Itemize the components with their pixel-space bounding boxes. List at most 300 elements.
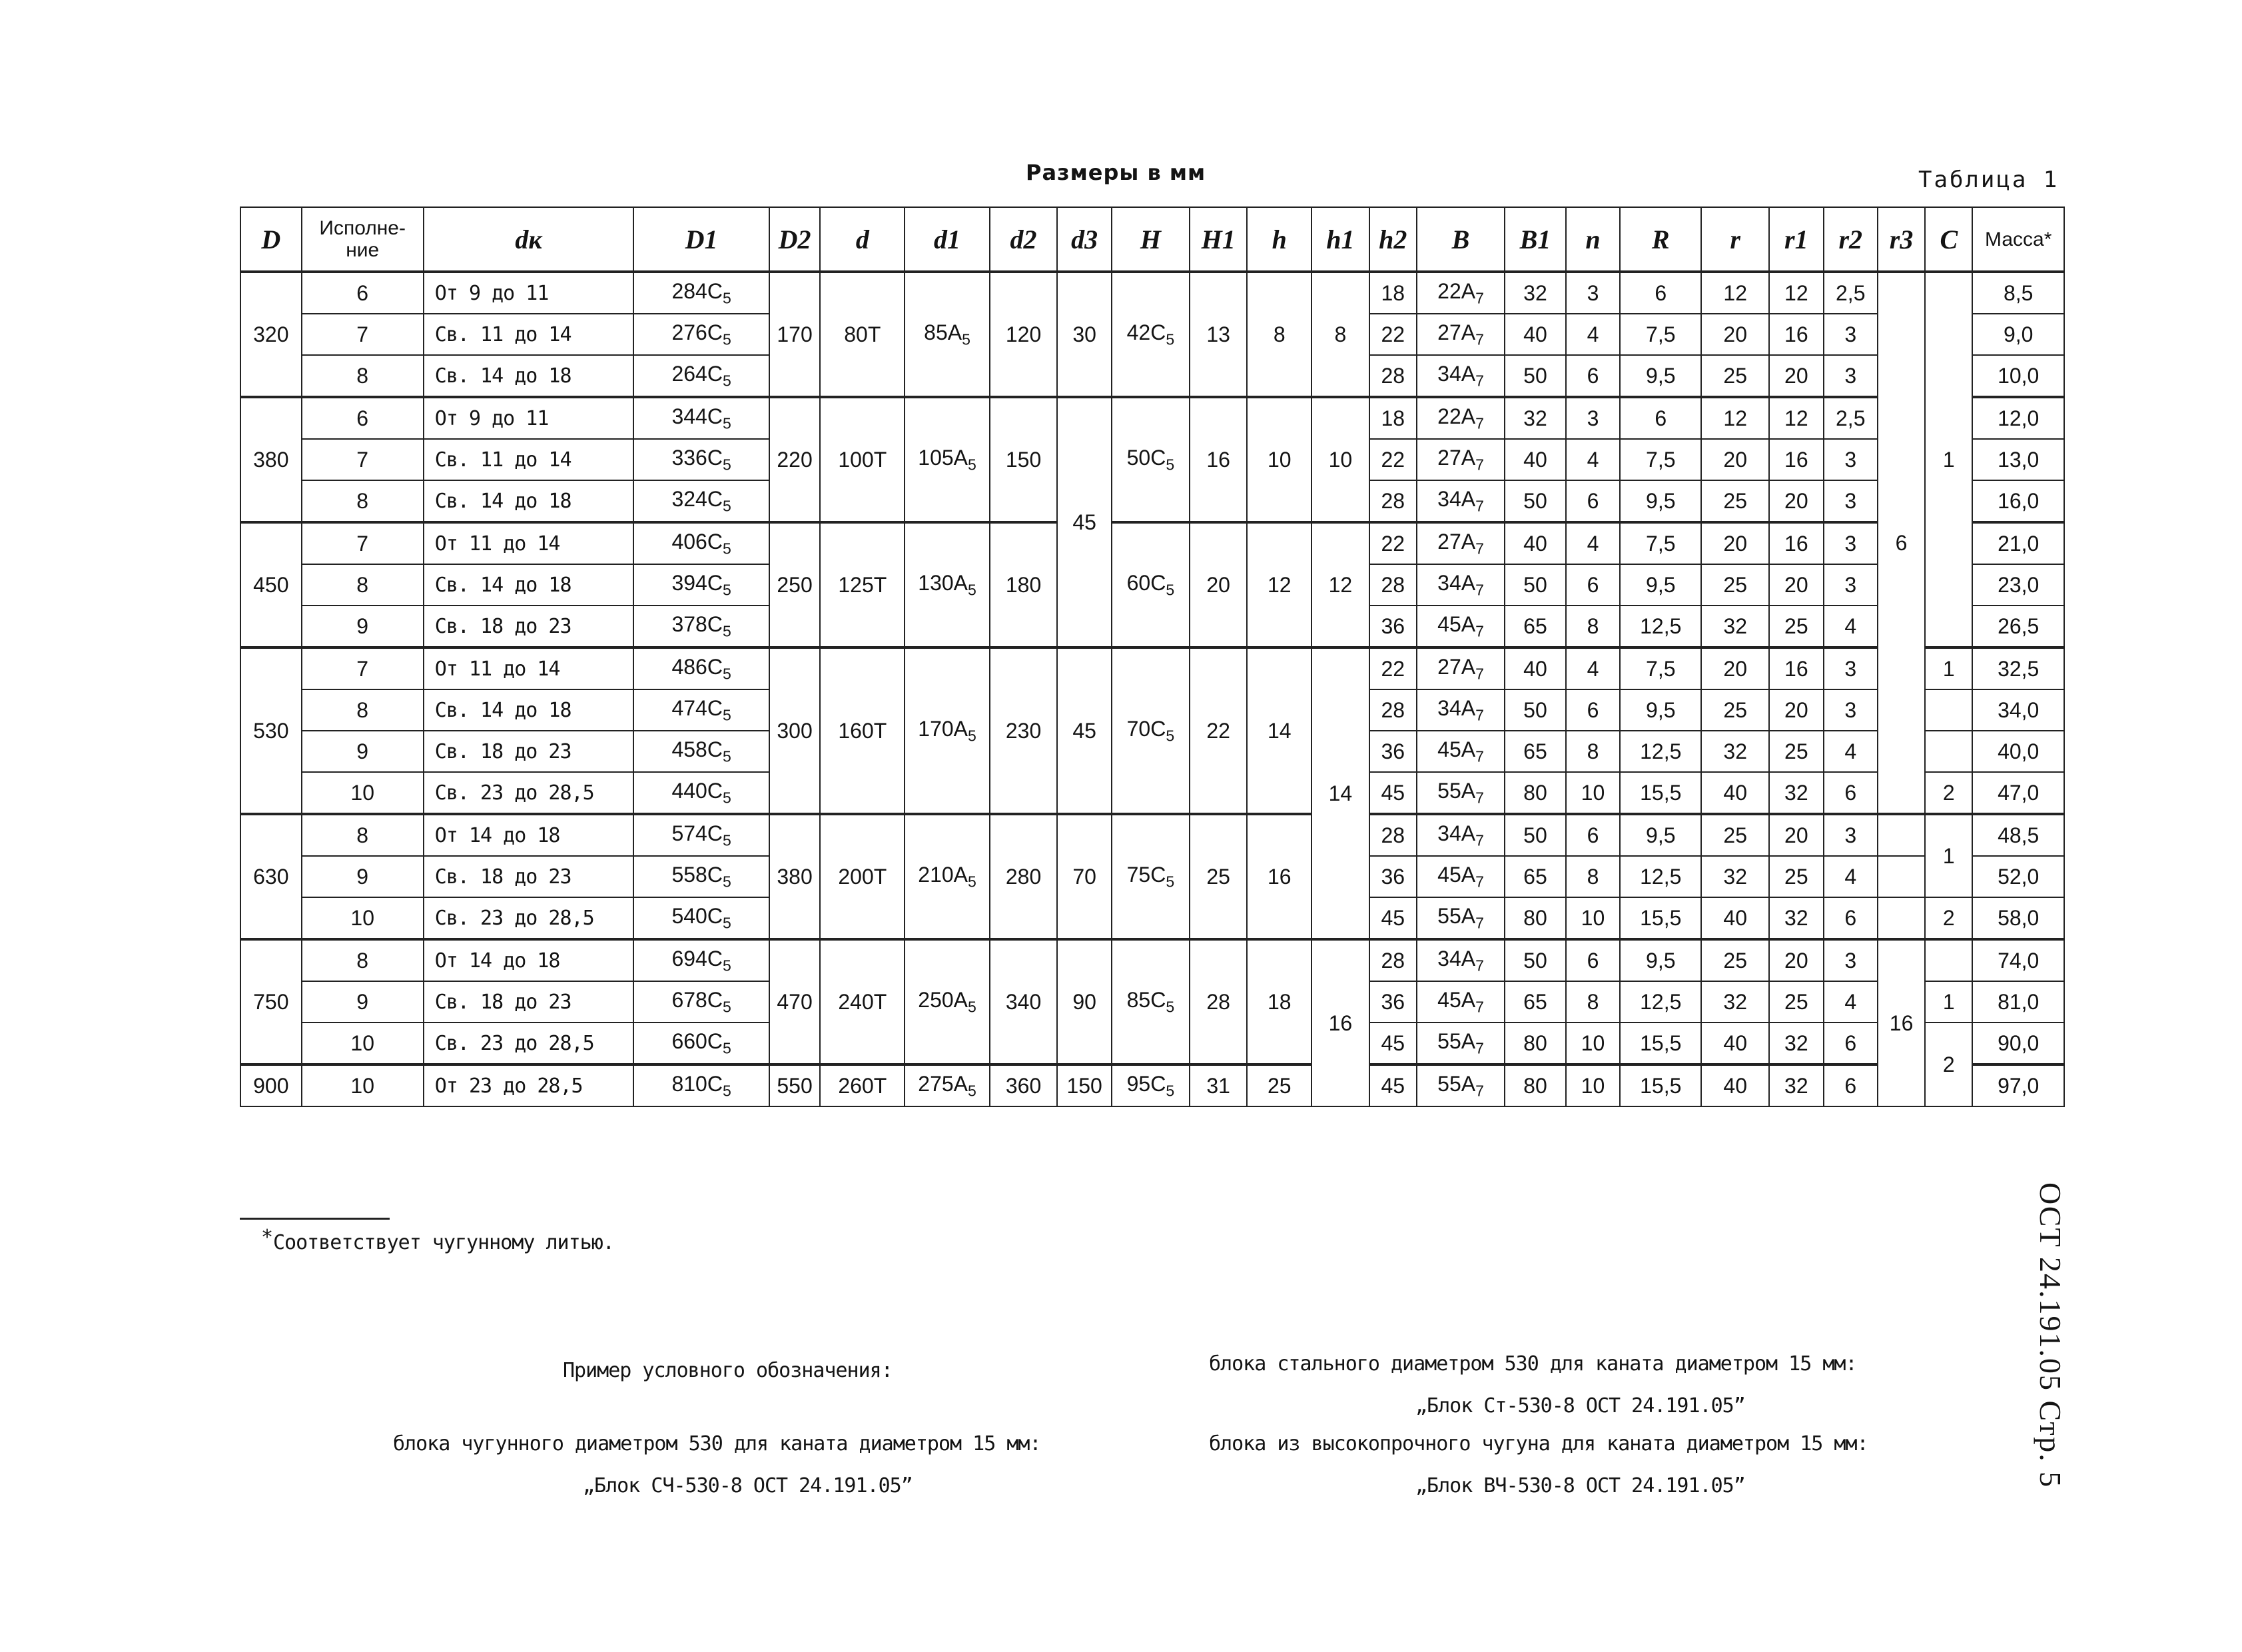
cell-isp: 9 — [302, 731, 424, 772]
cell-n: 6 — [1566, 689, 1620, 731]
table-row — [240, 522, 2064, 564]
cell-d1 — [905, 814, 989, 939]
cell-tolerance-index: 5 — [968, 998, 976, 1016]
cell-r1: 16 — [1769, 522, 1823, 564]
cell-d: 320 — [240, 272, 302, 397]
col-h2: h2 — [1369, 207, 1417, 272]
cell-mass: 13,0 — [1972, 439, 2064, 480]
cell-tolerance-index: 7 — [1475, 414, 1484, 432]
cell-tolerance-index: 5 — [722, 957, 731, 975]
cell-d1 — [633, 897, 769, 939]
cell-dk: Св. 18 до 23 — [424, 981, 634, 1023]
cell-mass: 58,0 — [1972, 897, 2064, 939]
cell-h — [1112, 1064, 1190, 1106]
cell-r1: 25 — [1769, 731, 1823, 772]
cell-tolerance-index: 5 — [722, 998, 731, 1016]
cell-d1 — [633, 397, 769, 439]
cell-tolerance-index: 5 — [968, 873, 976, 891]
cell-h2: 45 — [1369, 772, 1417, 814]
cell-b1: 32 — [1505, 272, 1566, 314]
col-dk: dк — [424, 207, 634, 272]
cell-b1: 65 — [1505, 731, 1566, 772]
cell-tolerance-index: 7 — [1475, 330, 1484, 348]
cell-r1: 16 — [1769, 647, 1823, 689]
cell-r: 25 — [1701, 939, 1769, 981]
example-cast-code: „Блок СЧ-530-8 ОСТ 24.191.05” — [583, 1474, 913, 1497]
cell-value: 55A — [1437, 903, 1476, 928]
cell-tolerance-index: 5 — [962, 330, 970, 348]
cell-d2: 280 — [990, 814, 1058, 939]
col-ispolnenie: Исполне-ние — [302, 207, 424, 272]
cell-mass: 40,0 — [1972, 731, 2064, 772]
cell-r2: 3 — [1824, 689, 1878, 731]
footnote-text: Соответствует чугунному литью. — [273, 1231, 614, 1254]
cell-r: 15,5 — [1620, 772, 1701, 814]
cell-r1: 32 — [1769, 1023, 1823, 1064]
col-h1: h1 — [1311, 207, 1369, 272]
cell-r: 7,5 — [1620, 439, 1701, 480]
cell-d1 — [905, 939, 989, 1064]
cell-n: 3 — [1566, 397, 1620, 439]
cell-d: 260Т — [820, 1064, 905, 1106]
cell-value: 105A — [918, 445, 968, 470]
cell-value: 22A — [1437, 404, 1476, 428]
cell-isp: 8 — [302, 355, 424, 397]
cell-r: 15,5 — [1620, 897, 1701, 939]
col-B: B — [1417, 207, 1505, 272]
cell-d1 — [905, 1064, 989, 1106]
cell-isp: 9 — [302, 606, 424, 647]
cell-b — [1417, 1064, 1505, 1106]
cell-value: 27A — [1437, 320, 1476, 344]
cell-r: 25 — [1701, 689, 1769, 731]
cell-r: 7,5 — [1620, 647, 1701, 689]
cell-tolerance-index: 5 — [722, 456, 731, 474]
cell-tolerance-index: 7 — [1475, 1039, 1484, 1057]
dimensions-table — [240, 206, 2065, 1107]
cell-b1: 50 — [1505, 564, 1566, 606]
cell-b1: 80 — [1505, 1023, 1566, 1064]
cell-h2: 28 — [1369, 355, 1417, 397]
cell-tolerance-index: 5 — [1166, 1082, 1175, 1100]
cell-d1 — [633, 981, 769, 1023]
cell-r1: 25 — [1769, 981, 1823, 1023]
cell-tolerance-index: 7 — [1475, 789, 1484, 807]
table-row — [240, 647, 2064, 689]
cell-d1 — [905, 647, 989, 814]
cell-value: 55A — [1437, 1071, 1476, 1096]
col-D1: D1 — [633, 207, 769, 272]
cell-d1 — [633, 314, 769, 355]
cell-r3 — [1878, 856, 1925, 897]
cell-b — [1417, 314, 1505, 355]
cell-tolerance-index: 5 — [968, 456, 976, 474]
cell-r1: 32 — [1769, 772, 1823, 814]
cell-isp: 8 — [302, 689, 424, 731]
cell-value: 85A — [924, 320, 962, 344]
example-cast-text: блока чугунного диаметром 530 для каната диаметром 15 мм: — [393, 1432, 1041, 1455]
cell-value: 678C — [671, 987, 723, 1012]
cell-r: 40 — [1701, 1064, 1769, 1106]
cell-n: 8 — [1566, 606, 1620, 647]
cell-n: 3 — [1566, 272, 1620, 314]
cell-r1: 20 — [1769, 689, 1823, 731]
cell-b1: 50 — [1505, 689, 1566, 731]
cell-isp: 9 — [302, 856, 424, 897]
cell-mass: 21,0 — [1972, 522, 2064, 564]
cell-r2: 3 — [1824, 480, 1878, 522]
cell-h1: 14 — [1311, 647, 1369, 939]
cell-tolerance-index: 5 — [1166, 581, 1175, 599]
cell-tolerance-index: 7 — [1475, 372, 1484, 390]
example-title: Пример условного обозначения: — [563, 1359, 893, 1382]
cell-d: 125Т — [820, 522, 905, 647]
cell-r3 — [1878, 814, 1925, 856]
cell-h2: 45 — [1369, 897, 1417, 939]
cell-h1: 8 — [1311, 272, 1369, 397]
cell-d: 100Т — [820, 397, 905, 522]
cell-tolerance-index: 5 — [722, 1082, 731, 1100]
cell-b1: 40 — [1505, 647, 1566, 689]
cell-b — [1417, 689, 1505, 731]
cell-value: 45A — [1437, 612, 1476, 636]
cell-tolerance-index: 7 — [1475, 540, 1484, 558]
cell-mass: 74,0 — [1972, 939, 2064, 981]
cell-r2: 3 — [1824, 564, 1878, 606]
col-d2: d2 — [990, 207, 1058, 272]
dimensions-caption: Размеры в мм — [1026, 160, 1206, 185]
cell-r: 25 — [1701, 564, 1769, 606]
col-r3: r3 — [1878, 207, 1925, 272]
cell-tolerance-index: 5 — [968, 581, 976, 599]
cell-tolerance-index: 5 — [722, 831, 731, 849]
cell-h — [1112, 397, 1190, 522]
cell-h2: 28 — [1369, 480, 1417, 522]
cell-r: 20 — [1701, 314, 1769, 355]
cell-h2: 36 — [1369, 981, 1417, 1023]
cell-mass: 16,0 — [1972, 480, 2064, 522]
cell-tolerance-index: 7 — [1475, 957, 1484, 975]
cell-value: 486C — [671, 654, 723, 679]
cell-d1 — [633, 731, 769, 772]
cell-d2: 120 — [990, 272, 1058, 397]
cell-tolerance-index: 7 — [1475, 456, 1484, 474]
cell-h1: 16 — [1311, 939, 1369, 1106]
cell-tolerance-index: 7 — [1475, 1082, 1484, 1100]
cell-n: 4 — [1566, 647, 1620, 689]
cell-value: 474C — [671, 695, 723, 720]
cell-tolerance-index: 5 — [968, 727, 976, 745]
cell-r: 12 — [1701, 397, 1769, 439]
cell-d2: 300 — [769, 647, 820, 814]
cell-tolerance-index: 5 — [722, 414, 731, 432]
cell-b — [1417, 731, 1505, 772]
cell-dk: Св. 11 до 14 — [424, 314, 634, 355]
cell-b1: 80 — [1505, 1064, 1566, 1106]
cell-d: 240Т — [820, 939, 905, 1064]
table-row — [240, 272, 2064, 314]
cell-d2: 340 — [990, 939, 1058, 1064]
cell-h2: 22 — [1369, 439, 1417, 480]
table-row — [240, 1064, 2064, 1106]
cell-r: 40 — [1701, 772, 1769, 814]
cell-isp: 7 — [302, 439, 424, 480]
cell-value: 34A — [1437, 570, 1476, 595]
cell-dk: Св. 18 до 23 — [424, 731, 634, 772]
cell-h2: 28 — [1369, 939, 1417, 981]
col-r: r — [1701, 207, 1769, 272]
cell-b — [1417, 606, 1505, 647]
cell-d1 — [633, 856, 769, 897]
cell-c: 2 — [1925, 772, 1972, 814]
cell-n: 4 — [1566, 439, 1620, 480]
cell-value: 50C — [1126, 445, 1166, 470]
cell-dk: Св. 14 до 18 — [424, 564, 634, 606]
cell-d3: 45 — [1057, 647, 1111, 814]
cell-d1 — [633, 439, 769, 480]
cell-r2: 6 — [1824, 772, 1878, 814]
cell-n: 10 — [1566, 1023, 1620, 1064]
table-number: Таблица 1 — [1918, 167, 2059, 193]
cell-r: 20 — [1701, 522, 1769, 564]
cell-n: 6 — [1566, 480, 1620, 522]
cell-d1 — [633, 606, 769, 647]
example-steel-code: „Блок Ст-530-8 ОСТ 24.191.05” — [1415, 1394, 1745, 1418]
cell-tolerance-index: 5 — [722, 706, 731, 724]
cell-n: 6 — [1566, 814, 1620, 856]
cell-r1: 32 — [1769, 897, 1823, 939]
col-r1: r1 — [1769, 207, 1823, 272]
cell-d1 — [633, 1023, 769, 1064]
cell-d3: 70 — [1057, 814, 1111, 939]
cell-n: 6 — [1566, 939, 1620, 981]
cell-c: 1 — [1925, 272, 1972, 647]
cell-value: 378C — [671, 612, 723, 636]
cell-mass: 52,0 — [1972, 856, 2064, 897]
cell-r: 15,5 — [1620, 1064, 1701, 1106]
col-C: C — [1925, 207, 1972, 272]
cell-b1: 40 — [1505, 439, 1566, 480]
cell-mass: 12,0 — [1972, 397, 2064, 439]
cell-value: 70C — [1126, 716, 1166, 741]
cell-h: 18 — [1247, 939, 1311, 1064]
cell-b1: 50 — [1505, 480, 1566, 522]
cell-isp: 7 — [302, 647, 424, 689]
cell-isp: 8 — [302, 939, 424, 981]
example-steel-text: блока стального диаметром 530 для каната диаметром 15 мм: — [1209, 1352, 1857, 1376]
cell-b — [1417, 355, 1505, 397]
cell-value: 458C — [671, 737, 723, 761]
cell-r1: 20 — [1769, 480, 1823, 522]
cell-n: 8 — [1566, 981, 1620, 1023]
col-H1: H1 — [1190, 207, 1248, 272]
cell-d2: 550 — [769, 1064, 820, 1106]
cell-r2: 4 — [1824, 606, 1878, 647]
cell-r2: 3 — [1824, 439, 1878, 480]
cell-value: 45A — [1437, 862, 1476, 887]
cell-value: 55A — [1437, 1029, 1476, 1053]
table-row — [240, 814, 2064, 856]
cell-tolerance-index: 5 — [968, 1082, 976, 1100]
cell-h2: 36 — [1369, 731, 1417, 772]
cell-dk: Св. 23 до 28,5 — [424, 1023, 634, 1064]
cell-b — [1417, 814, 1505, 856]
cell-r1: 12 — [1769, 272, 1823, 314]
example-ductile-text: блока из высокопрочного чугуна для каната диаметром 15 мм: — [1209, 1432, 1868, 1455]
cell-c — [1925, 731, 1972, 772]
cell-value: 27A — [1437, 654, 1476, 679]
cell-value: 130A — [918, 570, 968, 595]
cell-tolerance-index: 5 — [722, 873, 731, 891]
cell-d1 — [633, 939, 769, 981]
cell-r3: 16 — [1878, 939, 1925, 1106]
cell-n: 8 — [1566, 856, 1620, 897]
cell-d3: 150 — [1057, 1064, 1111, 1106]
cell-r1: 25 — [1769, 606, 1823, 647]
cell-c: 1 — [1925, 814, 1972, 897]
cell-value: 276C — [671, 320, 723, 344]
cell-d2: 360 — [990, 1064, 1058, 1106]
cell-h1: 12 — [1311, 522, 1369, 647]
cell-isp: 10 — [302, 772, 424, 814]
cell-d1 — [633, 564, 769, 606]
cell-h — [1112, 647, 1190, 814]
cell-isp: 10 — [302, 1064, 424, 1106]
cell-r1: 16 — [1769, 314, 1823, 355]
cell-dk: Св. 14 до 18 — [424, 480, 634, 522]
cell-dk: Св. 23 до 28,5 — [424, 897, 634, 939]
cell-r: 6 — [1620, 272, 1701, 314]
cell-r1: 20 — [1769, 814, 1823, 856]
cell-n: 6 — [1566, 564, 1620, 606]
cell-d: 530 — [240, 647, 302, 814]
cell-b — [1417, 272, 1505, 314]
cell-b1: 65 — [1505, 856, 1566, 897]
cell-tolerance-index: 5 — [1166, 456, 1175, 474]
cell-value: 42C — [1126, 320, 1166, 344]
cell-r2: 4 — [1824, 981, 1878, 1023]
cell-tolerance-index: 7 — [1475, 747, 1484, 765]
cell-b1: 65 — [1505, 981, 1566, 1023]
cell-r2: 3 — [1824, 355, 1878, 397]
cell-r1: 16 — [1769, 439, 1823, 480]
cell-value: 264C — [671, 361, 723, 386]
col-H: H — [1112, 207, 1190, 272]
cell-d: 900 — [240, 1064, 302, 1106]
cell-isp: 8 — [302, 814, 424, 856]
example-ductile-code: „Блок ВЧ-530-8 ОСТ 24.191.05” — [1415, 1474, 1745, 1497]
cell-d1 — [633, 814, 769, 856]
cell-r: 9,5 — [1620, 689, 1701, 731]
cell-b — [1417, 772, 1505, 814]
cell-h1: 16 — [1190, 397, 1248, 522]
cell-c: 2 — [1925, 897, 1972, 939]
cell-h: 25 — [1247, 1064, 1311, 1106]
cell-h: 12 — [1247, 522, 1311, 647]
cell-value: 660C — [671, 1029, 723, 1053]
cell-b — [1417, 439, 1505, 480]
cell-h: 8 — [1247, 272, 1311, 397]
cell-d: 450 — [240, 522, 302, 647]
cell-n: 10 — [1566, 772, 1620, 814]
cell-mass: 26,5 — [1972, 606, 2064, 647]
cell-d2: 250 — [769, 522, 820, 647]
cell-r2: 6 — [1824, 1064, 1878, 1106]
cell-c: 1 — [1925, 647, 1972, 689]
cell-tolerance-index: 7 — [1475, 998, 1484, 1016]
cell-c — [1925, 689, 1972, 731]
cell-d1 — [633, 522, 769, 564]
cell-h2: 22 — [1369, 647, 1417, 689]
cell-r: 25 — [1701, 480, 1769, 522]
cell-r2: 4 — [1824, 731, 1878, 772]
cell-mass: 23,0 — [1972, 564, 2064, 606]
cell-value: 95C — [1126, 1071, 1166, 1096]
cell-tolerance-index: 5 — [722, 540, 731, 558]
cell-value: 284C — [671, 278, 723, 303]
table-body — [240, 272, 2064, 1106]
cell-mass: 90,0 — [1972, 1023, 2064, 1064]
cell-h: 14 — [1247, 647, 1311, 814]
cell-r1: 32 — [1769, 1064, 1823, 1106]
col-mass: Масса* — [1972, 207, 2064, 272]
cell-r: 15,5 — [1620, 1023, 1701, 1064]
cell-h2: 28 — [1369, 689, 1417, 731]
cell-n: 4 — [1566, 522, 1620, 564]
cell-b — [1417, 522, 1505, 564]
cell-h2: 36 — [1369, 856, 1417, 897]
cell-d: 380 — [240, 397, 302, 522]
cell-value: 250A — [918, 987, 968, 1012]
cell-h2: 22 — [1369, 522, 1417, 564]
cell-d: 200Т — [820, 814, 905, 939]
cell-value: 406C — [671, 529, 723, 554]
cell-h1: 10 — [1311, 397, 1369, 522]
cell-h1: 31 — [1190, 1064, 1248, 1106]
cell-value: 55A — [1437, 778, 1476, 803]
cell-b1: 32 — [1505, 397, 1566, 439]
cell-tolerance-index: 5 — [722, 665, 731, 683]
cell-d2: 170 — [769, 272, 820, 397]
cell-d3: 30 — [1057, 272, 1111, 397]
cell-value: 344C — [671, 404, 723, 428]
cell-dk: От 23 до 28,5 — [424, 1064, 634, 1106]
cell-tolerance-index: 7 — [1475, 831, 1484, 849]
cell-isp: 8 — [302, 564, 424, 606]
cell-value: 34A — [1437, 361, 1476, 386]
cell-h — [1112, 272, 1190, 397]
cell-dk: От 14 до 18 — [424, 814, 634, 856]
cell-b — [1417, 647, 1505, 689]
cell-tolerance-index: 5 — [722, 622, 731, 640]
col-n: n — [1566, 207, 1620, 272]
cell-r: 32 — [1701, 606, 1769, 647]
cell-mass: 10,0 — [1972, 355, 2064, 397]
cell-d3: 45 — [1057, 397, 1111, 647]
cell-tolerance-index: 7 — [1475, 873, 1484, 891]
cell-isp: 7 — [302, 522, 424, 564]
cell-r: 9,5 — [1620, 355, 1701, 397]
cell-n: 8 — [1566, 731, 1620, 772]
cell-dk: Св. 11 до 14 — [424, 439, 634, 480]
cell-tolerance-index: 7 — [1475, 289, 1484, 307]
cell-r1: 25 — [1769, 856, 1823, 897]
cell-mass: 48,5 — [1972, 814, 2064, 856]
cell-b1: 65 — [1505, 606, 1566, 647]
cell-r2: 3 — [1824, 814, 1878, 856]
cell-value: 275A — [918, 1071, 968, 1096]
cell-r: 32 — [1701, 981, 1769, 1023]
